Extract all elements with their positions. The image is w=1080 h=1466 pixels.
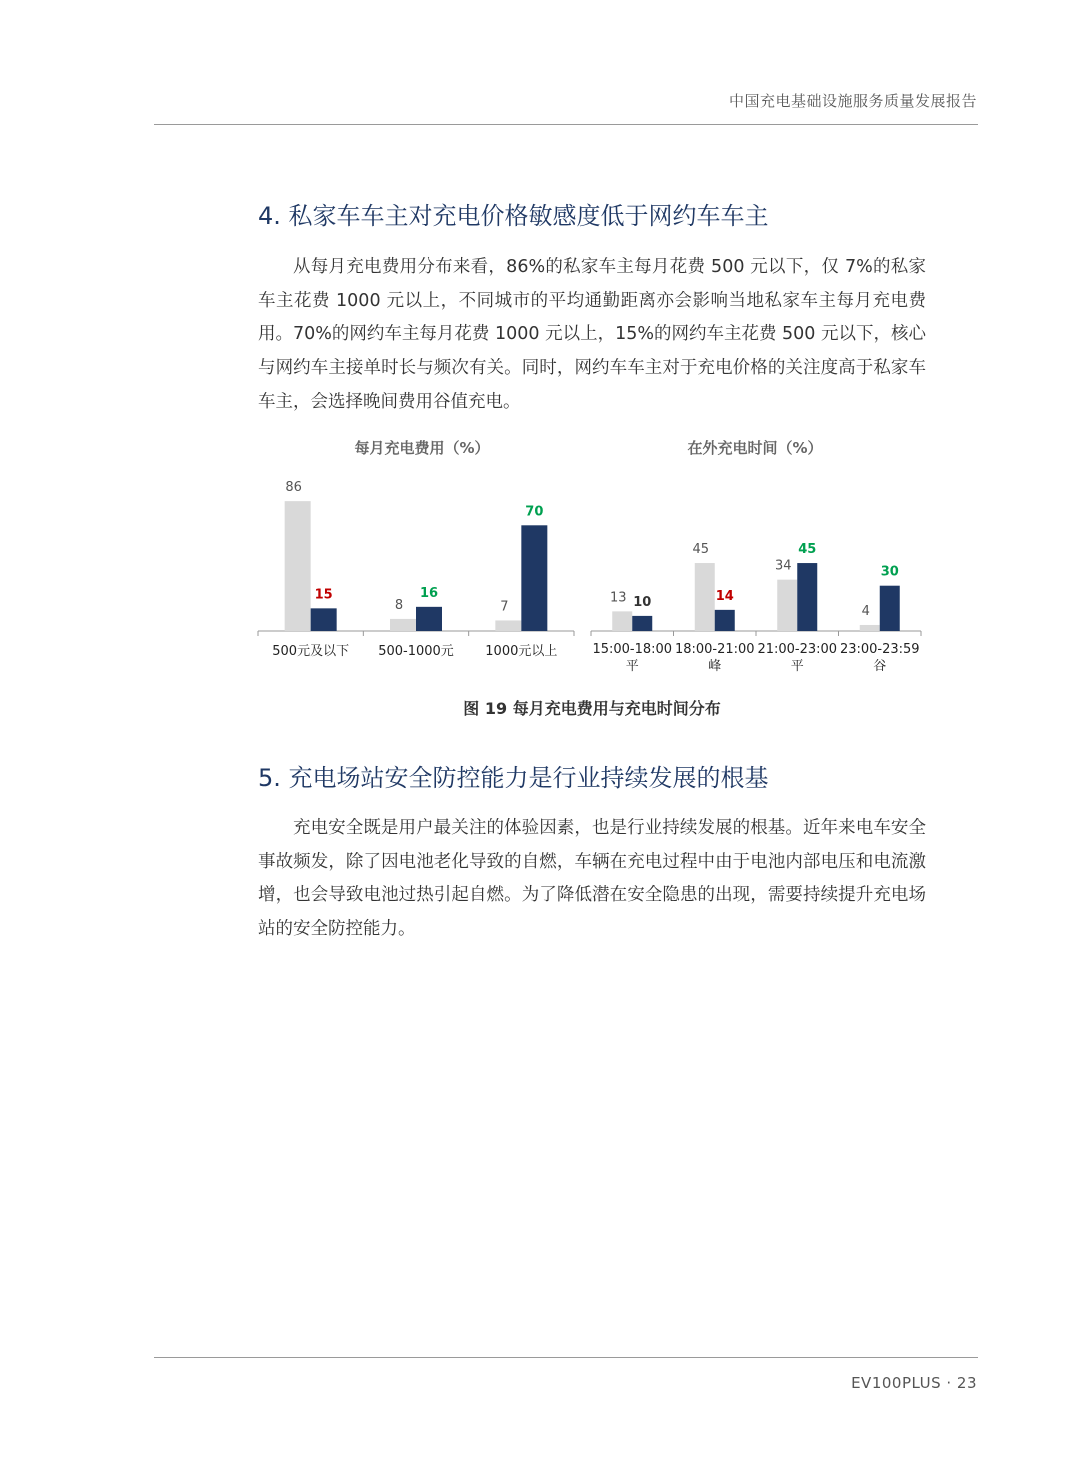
- chart-1-category-label: 500-1000元: [378, 644, 454, 659]
- chart-1-value-label: 15: [314, 587, 333, 603]
- chart-1-value-label: 70: [525, 504, 544, 520]
- chart-2-bar-private: [777, 580, 797, 631]
- chart-2-value-label: 45: [798, 542, 817, 558]
- chart-1-value-label: 7: [500, 599, 509, 615]
- chart-1-bar-ridehail: [311, 608, 337, 631]
- chart-1-category-label: 1000元以上: [485, 644, 558, 659]
- chart-2-value-label: 13: [609, 590, 627, 606]
- chart-2-period-label: 平: [790, 659, 804, 674]
- section-5-heading: 5. 充电场站安全防控能力是行业持续发展的根基: [258, 764, 769, 792]
- chart-2-value-label: 45: [692, 542, 710, 558]
- chart-2-category-label: 21:00-23:00: [757, 642, 838, 657]
- chart-2-period-label: 峰: [708, 659, 722, 674]
- chart-2-bar-ridehail: [632, 616, 652, 631]
- report-title: 中国充电基础设施服务质量发展报告: [728, 92, 977, 110]
- chart-2-category-label: 23:00-23:59: [839, 642, 920, 657]
- chart-1-bar-private: [390, 619, 416, 631]
- chart-1-value-label: 8: [394, 597, 404, 613]
- section-4-heading: 4. 私家车车主对充电价格敏感度低于网约车车主: [258, 202, 769, 230]
- chart-2-bar-private: [695, 563, 715, 631]
- section-5-paragraph: 充电安全既是用户最关注的体验因素，也是行业持续发展的根基。近年来电车安全事故频发，除了因电池老化导致的自燃，车辆在充电过程中由于电池内部电压和电流激增，也会导致电池过热引起自燃。为了降低潜在安全隐患的出现，需要持续提升充电场站的安全防控能力。: [258, 818, 926, 940]
- chart-2-value-label: 30: [880, 564, 899, 580]
- chart-1-title: 每月充电费用（%）: [354, 439, 490, 457]
- chart-2-bar-ridehail: [715, 610, 735, 631]
- chart-2-period-label: 谷: [873, 659, 887, 674]
- chart-2-title: 在外充电时间（%）: [687, 439, 823, 457]
- chart-2-value-label: 34: [774, 558, 792, 574]
- chart-1-value-label: 86: [285, 480, 302, 496]
- chart-2-category-label: 18:00-21:00: [674, 642, 755, 657]
- footer-divider: [154, 1357, 978, 1358]
- figure-caption: 图 19 每月充电费用与充电时间分布: [463, 699, 721, 718]
- footer-page-number: EV100PLUS · 23: [851, 1374, 977, 1392]
- chart-2-value-label: 14: [715, 588, 734, 604]
- chart-1-bar-private: [495, 620, 521, 631]
- chart-1-bar-ridehail: [521, 525, 547, 631]
- chart-2-bar-private: [860, 625, 880, 631]
- chart-2-bar-private: [612, 611, 632, 631]
- charts-svg: [0, 0, 1080, 700]
- chart-1-value-label: 16: [419, 585, 439, 601]
- chart-2-category-label: 15:00-18:00: [592, 642, 673, 657]
- section-4-paragraph: 从每月充电费用分布来看，86%的私家车主每月花费 500 元以下，仅 7%的私家车主花费 1000 元以上，不同城市的平均通勤距离亦会影响当地私家车主每月充电费用。70%的网约车主每月花费 1000 元以上，15%的网约车主花费 500 元以下，核心与网约车主接单时长与频次有关。同时，网约车车主对于充电价格的关注度高于私家车车主，会选择晚间费用谷值充电。: [258, 257, 926, 412]
- chart-1-bar-ridehail: [416, 607, 442, 631]
- chart-2-bar-ridehail: [797, 563, 817, 631]
- chart-2-period-label: 平: [625, 659, 639, 674]
- chart-2-value-label: 4: [861, 603, 870, 619]
- chart-2-value-label: 10: [633, 594, 652, 610]
- chart-1-category-label: 500元及以下: [272, 644, 350, 659]
- chart-1-bar-private: [285, 501, 311, 631]
- chart-2-bar-ridehail: [880, 586, 900, 631]
